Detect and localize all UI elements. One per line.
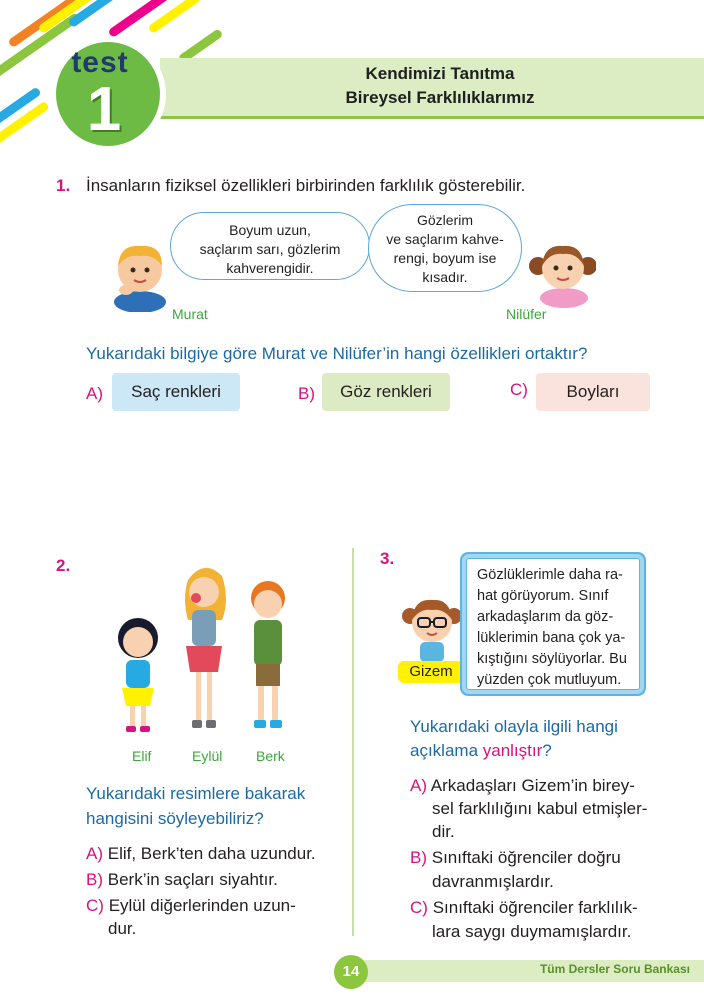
question-2-line1: Yukarıdaki resimlere bakarak (86, 784, 306, 803)
murat-bubble-line: kahverengidir. (226, 260, 314, 276)
q3-option-a-text: Arkadaşları Gizem’in birey- (430, 776, 635, 795)
q2-option-a-text: Elif, Berk’ten daha uzundur. (107, 844, 316, 863)
q2-option-b-letter: B) (86, 870, 103, 889)
nilufer-bubble-line: rengi, boyum ise (393, 250, 497, 266)
murat-illustration (108, 236, 172, 312)
speech-line: hat görüyorum. Sınıf (477, 588, 609, 604)
q3-option-a[interactable] (410, 774, 635, 798)
nilufer-name: Nilüfer (506, 306, 547, 322)
q2-option-b-text: Berk’in saçları siyahtır. (107, 870, 278, 889)
page-title-line1: Kendimizi Tanıtma (365, 64, 515, 83)
q3-option-a-line3: dir. (432, 822, 455, 841)
question-1-question: Yukarıdaki bilgiye göre Murat ve Nilüfer’in hangi özellikleri ortaktır? (86, 344, 588, 363)
question-1-prompt: İnsanların fiziksel özellikleri birbirinden farklılık gösterebilir. (86, 176, 526, 195)
gizem-illustration (400, 590, 464, 666)
q1-option-c[interactable]: Boyları (536, 373, 650, 411)
q3-option-b[interactable] (410, 846, 621, 870)
child-name-elif: Elif (132, 748, 152, 764)
q3-option-c-line2: lara saygı duymamışlardır. (432, 922, 632, 941)
q3-option-c[interactable] (410, 896, 638, 920)
question-3-line1: Yukarıdaki olayla ilgili hangi (410, 717, 618, 736)
q3-option-c-letter: C) (410, 898, 428, 917)
question-1-number: 1. (56, 176, 71, 195)
question-3-keyword: yanlıştır (482, 741, 543, 760)
q3-option-b-line2: davranmışlardır. (432, 872, 554, 891)
q3-option-b-letter: B) (410, 848, 427, 867)
nilufer-bubble-line: kısadır. (422, 269, 468, 285)
murat-speech-bubble (170, 212, 370, 280)
q2-option-c-text: Eylül diğerlerinden uzun- (108, 896, 296, 915)
badge-word: test (71, 46, 129, 79)
question-3-line2-a: açıklama (410, 741, 483, 760)
q2-option-c[interactable] (86, 894, 296, 918)
nilufer-speech-bubble (368, 204, 522, 292)
speech-line: Gözlüklerimle daha ra- (477, 567, 623, 583)
nilufer-bubble-line: Gözlerim (416, 212, 473, 228)
q3-option-a-letter: A) (410, 776, 427, 795)
child-name-eylul: Eylül (192, 748, 223, 764)
question-3-line2-c: ? (542, 741, 552, 760)
q3-option-c-text: Sınıftaki öğrenciler farklılık- (432, 898, 638, 917)
q2-option-b[interactable] (86, 868, 278, 892)
column-divider (352, 548, 354, 936)
q1-option-c-letter: C) (510, 380, 528, 399)
book-name: Tüm Dersler Soru Bankası (539, 962, 690, 976)
nilufer-illustration (526, 236, 596, 308)
murat-bubble-line: Boyum uzun, (229, 222, 311, 238)
gizem-name-tag: Gizem (398, 661, 464, 683)
murat-name: Murat (172, 306, 208, 322)
badge-number: 1 (86, 75, 122, 144)
question-3-number: 3. (380, 549, 395, 568)
q1-option-a[interactable]: Saç renkleri (112, 373, 240, 411)
question-3-line2 (410, 738, 552, 763)
page-title-line2: Bireysel Farklılıklarımız (345, 88, 535, 107)
child-name-berk: Berk (256, 748, 285, 764)
question-2-line2: hangisini söyleyebiliriz? (86, 809, 264, 828)
q3-option-a-line2: sel farklılığını kabul etmişler- (432, 799, 648, 818)
nilufer-bubble-line: ve saçlarım kahve- (386, 231, 504, 247)
gizem-speech-box (466, 558, 640, 690)
q2-option-c-letter: C) (86, 896, 104, 915)
page-number: 14 (334, 955, 368, 989)
q2-option-c-continued: dur. (108, 919, 137, 938)
q2-option-a[interactable] (86, 842, 316, 866)
q1-option-a-letter: A) (86, 384, 103, 403)
speech-line: arkadaşlarım da göz- (477, 609, 614, 625)
q1-option-b[interactable]: Göz renkleri (322, 373, 450, 411)
speech-line: lüklerimin bana çok ya- (477, 630, 626, 646)
q2-option-a-letter: A) (86, 844, 103, 863)
header-underline (160, 116, 704, 119)
murat-bubble-line: saçlarım sarı, gözlerim (199, 241, 341, 257)
q1-option-b-letter: B) (298, 384, 315, 403)
speech-line: yüzden çok mutluyum. (477, 672, 622, 688)
speech-line: kıştığını söylüyorlar. Bu (477, 651, 627, 667)
children-illustration (104, 560, 304, 740)
question-2-number: 2. (56, 556, 71, 575)
q3-option-b-text: Sınıftaki öğrenciler doğru (431, 848, 621, 867)
